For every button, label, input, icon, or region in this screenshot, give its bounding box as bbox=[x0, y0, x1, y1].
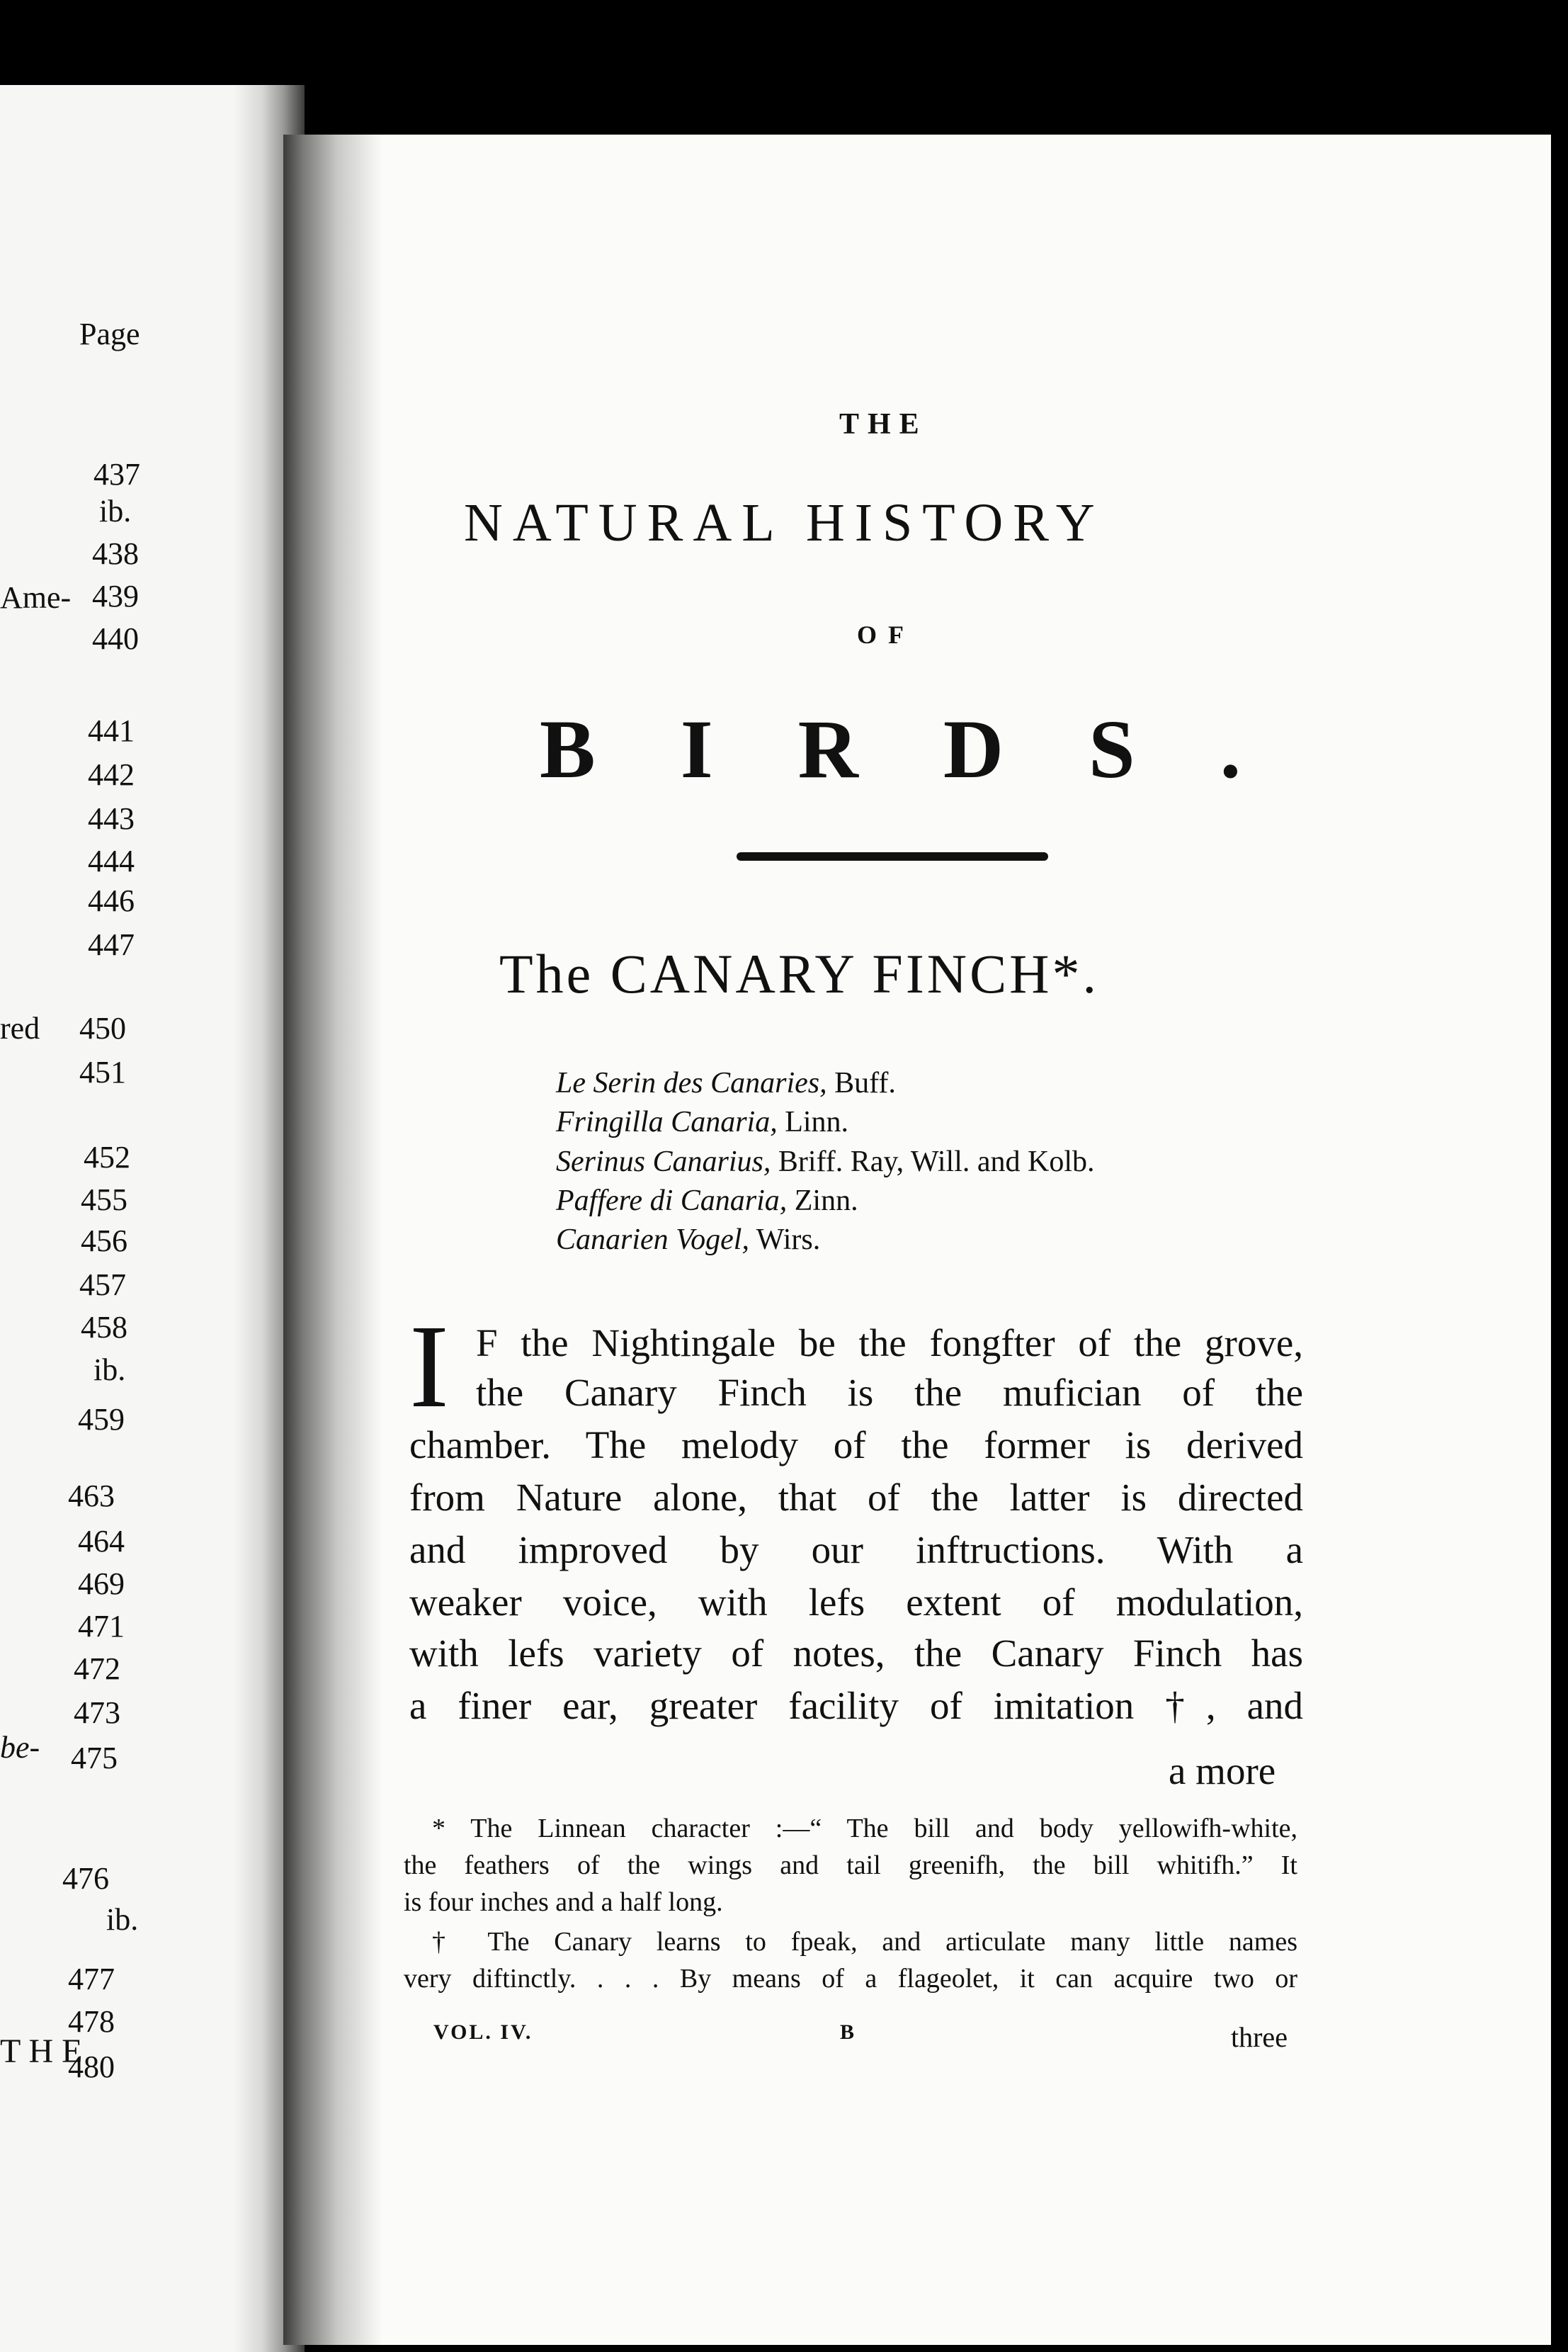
index-page-number: 469 bbox=[78, 1566, 125, 1601]
index-page-number: 438 bbox=[92, 536, 139, 571]
index-page-number: 477 bbox=[68, 1962, 115, 1996]
index-page-number: 450 bbox=[79, 1011, 126, 1046]
index-page-number: 437 bbox=[93, 457, 140, 492]
index-page-number: 459 bbox=[78, 1402, 125, 1437]
synonym-name: Serinus Canarius, bbox=[556, 1146, 771, 1178]
body-line: F the Nightingale be the fongfter of the grove, bbox=[476, 1321, 1303, 1364]
facing-page-catchword: T H E bbox=[0, 2032, 83, 2070]
index-page-number: 480 bbox=[68, 2049, 115, 2084]
index-page-number: 451 bbox=[79, 1055, 126, 1090]
synonym-authority: Linn. bbox=[785, 1106, 849, 1138]
index-page-number: 443 bbox=[88, 801, 135, 836]
footnote-line: very diftinctly. . . . By means of a flageolet, it can acquire two or bbox=[404, 1964, 1297, 1994]
synonym-name: Le Serin des Canaries, bbox=[556, 1067, 827, 1099]
synonym-entry bbox=[556, 1145, 1095, 1179]
title-the: THE bbox=[839, 408, 928, 441]
edge-fragment: Ame- bbox=[0, 580, 72, 615]
footnote-line: is four inches and a half long. bbox=[404, 1887, 723, 1917]
signature-mark: B bbox=[840, 2020, 855, 2044]
index-page-number: 458 bbox=[81, 1310, 127, 1345]
title-natural-history: NATURAL HISTORY bbox=[464, 493, 1105, 553]
footnote-line: * The Linnean character :—“ The bill and body yellowifh-white, bbox=[432, 1814, 1297, 1843]
synonym-name: Canarien Vogel, bbox=[556, 1223, 749, 1256]
body-catchword: a more bbox=[1169, 1749, 1276, 1792]
synonym-entry bbox=[556, 1184, 858, 1218]
ornamental-rule bbox=[737, 852, 1048, 861]
synonym-authority: Briff. Ray, Will. and Kolb. bbox=[778, 1146, 1095, 1178]
body-line: weaker voice, with lefs extent of modulation, bbox=[409, 1581, 1303, 1624]
synonym-name: Paffere di Canaria, bbox=[556, 1185, 788, 1217]
chapter-heading: The CANARY FINCH*. bbox=[499, 943, 1099, 1005]
body-line: a finer ear, greater facility of imitation †, and bbox=[409, 1684, 1303, 1727]
index-page-number: ib. bbox=[106, 1902, 139, 1937]
body-line: chamber. The melody of the former is derived bbox=[409, 1423, 1303, 1466]
index-page-number: 446 bbox=[88, 883, 135, 918]
body-line: from Nature alone, that of the latter is directed bbox=[409, 1476, 1303, 1519]
index-page-number: 478 bbox=[68, 2004, 115, 2039]
body-line: with lefs variety of notes, the Canary Finch has bbox=[409, 1632, 1303, 1675]
footnote-line: the feathers of the wings and tail greenifh, the bill whitifh.” It bbox=[404, 1850, 1297, 1880]
edge-fragment: red bbox=[0, 1011, 40, 1046]
index-page-number: 473 bbox=[74, 1695, 120, 1730]
synonym-authority: Wirs. bbox=[756, 1223, 821, 1256]
index-page-number: 452 bbox=[84, 1140, 130, 1175]
index-page-number: 476 bbox=[62, 1861, 109, 1896]
index-page-number: 471 bbox=[78, 1609, 125, 1644]
index-page-number: ib. bbox=[99, 494, 132, 528]
synonym-entry bbox=[556, 1105, 848, 1139]
edge-fragment: be- bbox=[0, 1730, 40, 1765]
index-page-number: 457 bbox=[79, 1267, 126, 1302]
synonym-entry bbox=[556, 1066, 896, 1100]
body-line: the Canary Finch is the mufician of the bbox=[476, 1371, 1303, 1414]
index-page-number: 472 bbox=[74, 1651, 120, 1686]
index-header: Page bbox=[79, 317, 140, 351]
volume-signature: VOL. IV. bbox=[433, 2020, 533, 2044]
title-birds: BIRDS. bbox=[540, 703, 1326, 796]
main-page bbox=[283, 135, 1551, 2345]
index-page-number: ib. bbox=[93, 1352, 126, 1387]
index-page-number: 444 bbox=[88, 844, 135, 878]
index-page-number: 464 bbox=[78, 1524, 125, 1559]
index-page-number: 440 bbox=[92, 621, 139, 656]
synonym-authority: Buff. bbox=[834, 1067, 896, 1099]
index-page-number: 475 bbox=[71, 1741, 118, 1775]
index-page-number: 441 bbox=[88, 713, 135, 748]
index-page-number: 455 bbox=[81, 1182, 127, 1217]
index-page-number: 442 bbox=[88, 757, 135, 792]
synonym-authority: Zinn. bbox=[794, 1185, 858, 1217]
synonym-entry bbox=[556, 1223, 820, 1257]
drop-cap: I bbox=[409, 1301, 449, 1432]
page-catchword: three bbox=[1231, 2021, 1288, 2053]
index-page-number: 463 bbox=[68, 1479, 115, 1513]
footnote-line: † The Canary learns to fpeak, and articulate many little names bbox=[432, 1927, 1297, 1957]
title-of: OF bbox=[857, 621, 915, 649]
page-shadow bbox=[283, 135, 382, 2345]
index-page-number: 447 bbox=[88, 927, 135, 962]
body-line: and improved by our inftructions. With a bbox=[409, 1528, 1303, 1571]
index-page-number: 456 bbox=[81, 1223, 127, 1258]
synonym-name: Fringilla Canaria, bbox=[556, 1106, 778, 1138]
index-page-number: 439 bbox=[92, 579, 139, 614]
